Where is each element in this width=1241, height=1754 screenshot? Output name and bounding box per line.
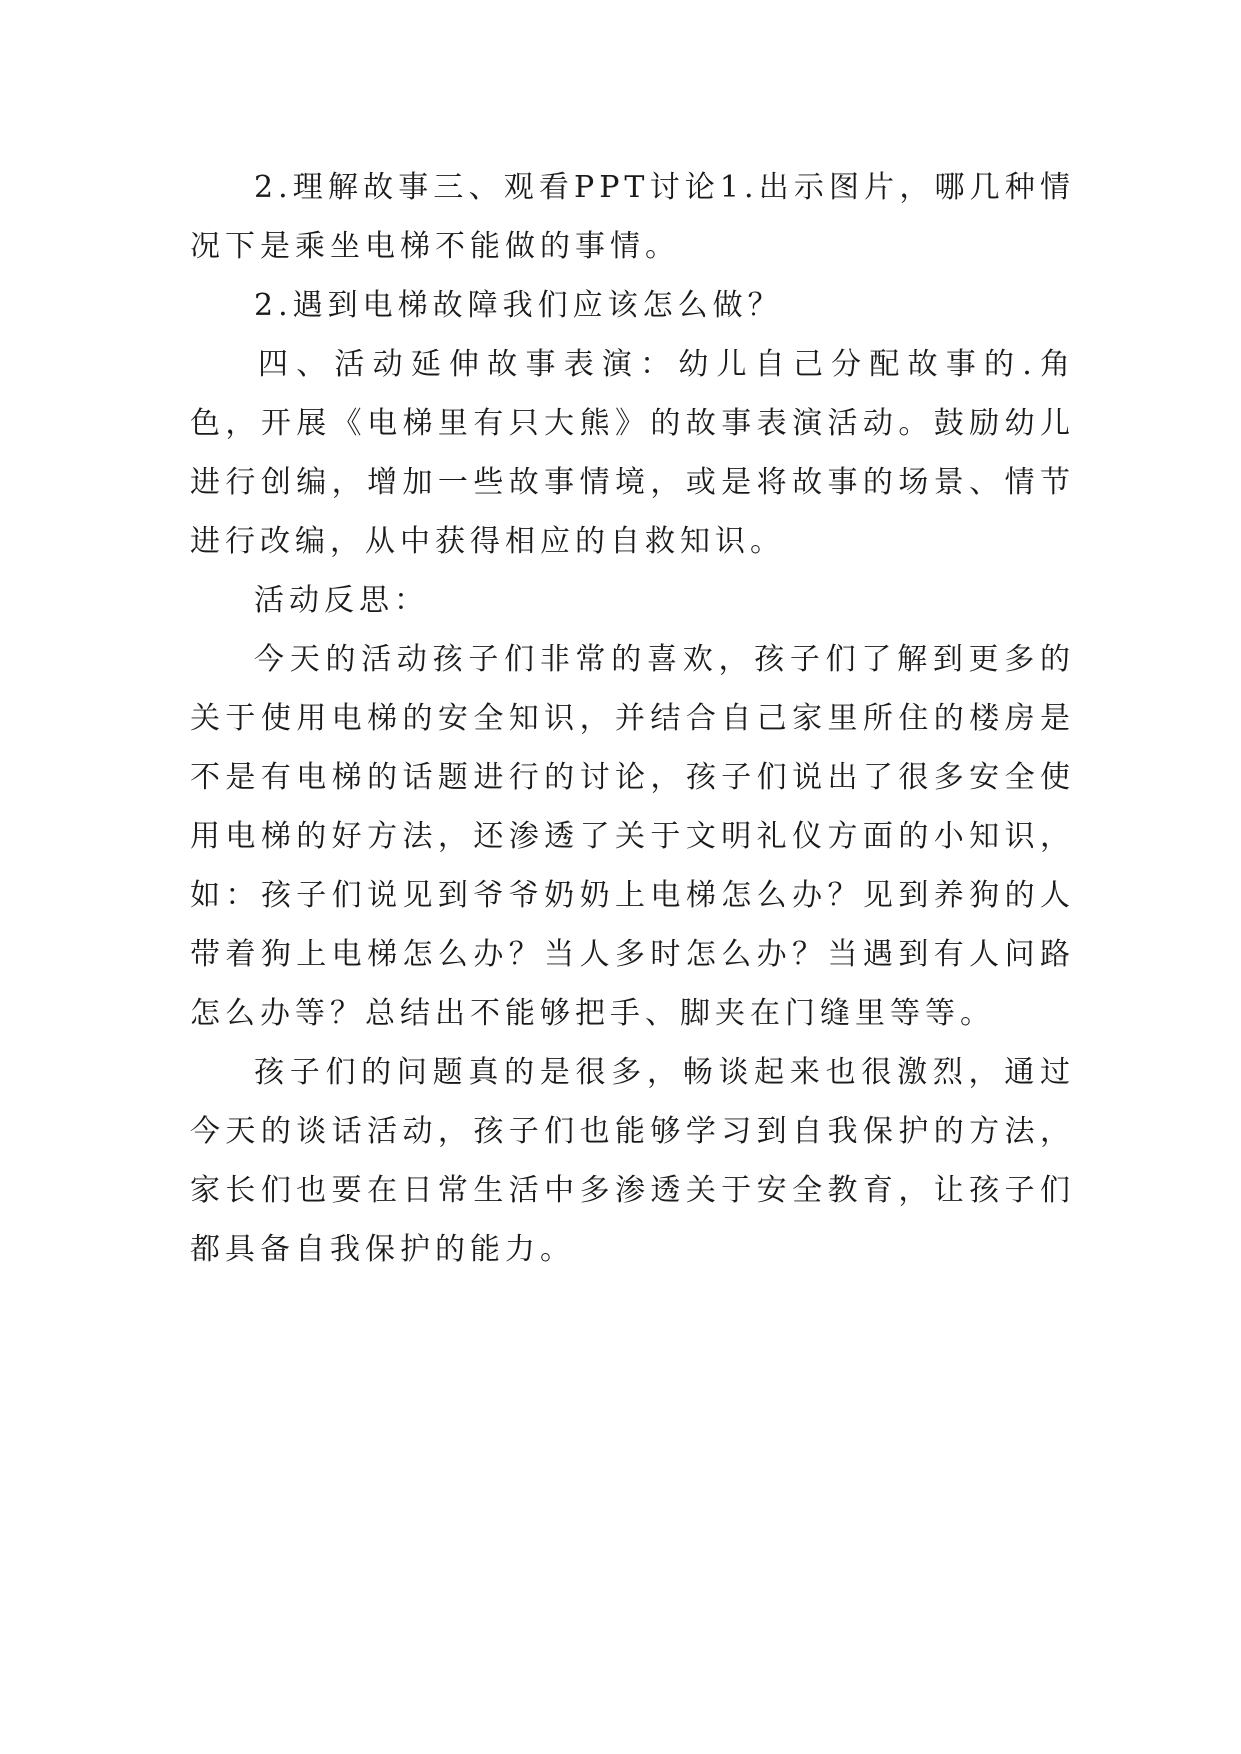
paragraph-activity-extension: 四、活动延伸故事表演：幼儿自己分配故事的.角色，开展《电梯里有只大熊》的故事表演活动。鼓励幼儿进行创编，增加一些故事情境，或是将故事的场景、情节进行改编，从中获得相应的自救知识。 [190,347,1075,559]
paragraph-understand-story: 2.理解故事三、观看PPT讨论1.出示图片，哪几种情况下是乘坐电梯不能做的事情。 [190,170,1075,264]
document-body [190,158,1075,1279]
paragraph-reflection-body: 今天的活动孩子们非常的喜欢，孩子们了解到更多的关于使用电梯的安全知识，并结合自己家里所住的楼房是不是有电梯的话题进行的讨论，孩子们说出了很多安全使用电梯的好方法，还渗透了关于文明礼仪方面的小知识，如：孩子们说见到爷爷奶奶上电梯怎么办？见到养狗的人带着狗上电梯怎么办？当人多时怎么办？当遇到有人问路怎么办等？总结出不能够把手、脚夹在门缝里等等。 [190,642,1075,1031]
paragraph-conclusion: 孩子们的问题真的是很多，畅谈起来也很激烈，通过今天的谈话活动，孩子们也能够学习到自我保护的方法，家长们也要在日常生活中多渗透关于安全教育，让孩子们都具备自我保护的能力。 [190,1055,1075,1267]
paragraph-reflection-heading: 活动反思： [254,583,429,618]
paragraph-elevator-fault: 2.遇到电梯故障我们应该怎么做？ [254,288,783,323]
